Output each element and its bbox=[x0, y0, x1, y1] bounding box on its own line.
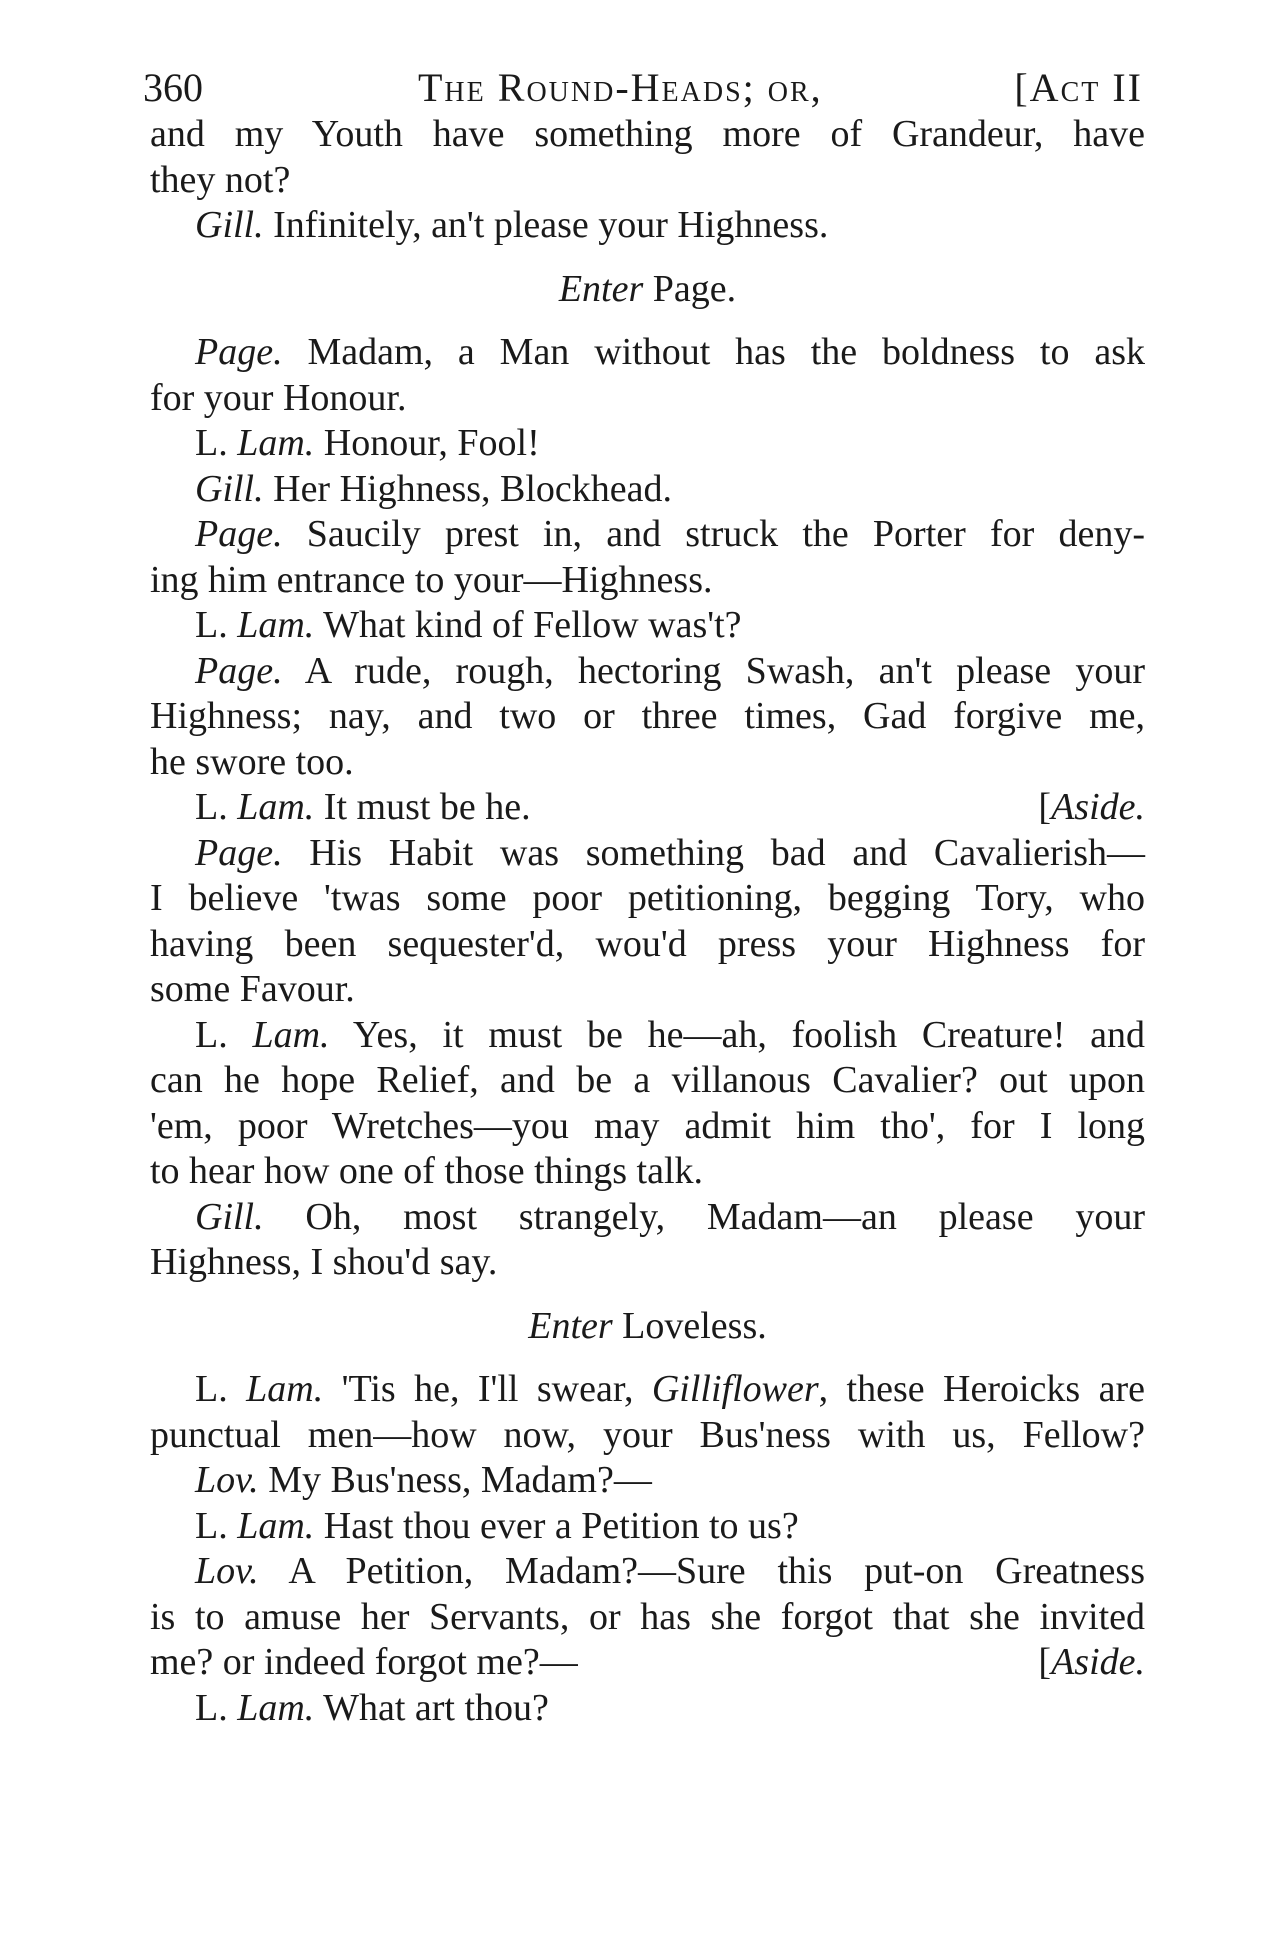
text-line: Highness, I shou'd say. bbox=[150, 1241, 498, 1283]
speech-line: Page. Saucily prest in, and struck the Porter for deny- bbox=[195, 513, 1145, 555]
stage-direction: Enter Loveless. bbox=[528, 1304, 767, 1347]
text-line bbox=[150, 1640, 1145, 1686]
speech-line: Page. His Habit was something bad and Cavalierish— bbox=[195, 831, 1145, 874]
speech-line: Page. Madam, a Man without has the boldness to ask bbox=[195, 331, 1145, 373]
page-number: 360 bbox=[143, 65, 203, 110]
running-title: The Round-Heads; or, bbox=[418, 65, 823, 110]
speech-line: Gill. Her Highness, Blockhead. bbox=[195, 467, 673, 510]
text-line: to hear how one of those things talk. bbox=[150, 1150, 704, 1192]
text-line: can he hope Relief, and be a villanous Cavalier? out upon bbox=[150, 1059, 1145, 1101]
text-line: for your Honour. bbox=[150, 376, 407, 419]
speech-line: L. Lam. 'Tis he, I'll swear, Gilliflower, these Heroicks are bbox=[195, 1368, 1145, 1410]
aside-direction: [Aside. bbox=[1038, 1641, 1145, 1683]
text-line: ing him entrance to your—Highness. bbox=[150, 558, 713, 601]
text-line: they not? bbox=[150, 158, 291, 201]
text-line: some Favour. bbox=[150, 968, 355, 1010]
speech-line: L. Lam. Honour, Fool! bbox=[195, 422, 540, 464]
text-line: Highness; nay, and two or three times, Gad forgive me, bbox=[150, 695, 1145, 737]
speech-text: me? or indeed forgot me?— bbox=[150, 1641, 578, 1683]
speech-text: L. Lam. It must be he. bbox=[195, 786, 531, 828]
speech-line: Page. A rude, rough, hectoring Swash, an't please your bbox=[195, 649, 1145, 692]
text-line: punctual men—how now, your Bus'ness with us, Fellow? bbox=[150, 1413, 1145, 1456]
text-line: 'em, poor Wretches—you may admit him tho', for I long bbox=[150, 1104, 1145, 1147]
speech-line: Gill. Oh, most strangely, Madam—an please your bbox=[195, 1195, 1145, 1238]
speech-line bbox=[150, 785, 1145, 831]
text-line: and my Youth have something more of Grandeur, have bbox=[150, 113, 1145, 155]
play-text bbox=[150, 112, 1145, 1731]
speech-line: L. Lam. What art thou? bbox=[195, 1686, 549, 1729]
running-header bbox=[143, 58, 1143, 118]
text-line: having been sequester'd, wou'd press your Highness for bbox=[150, 922, 1145, 965]
speech-line: L. Lam. Hast thou ever a Petition to us? bbox=[195, 1504, 799, 1547]
stage-direction: Enter Page. bbox=[558, 267, 737, 310]
speech-line: Lov. A Petition, Madam?—Sure this put-on Greatness bbox=[195, 1550, 1145, 1592]
act-marker: [Act II bbox=[1014, 65, 1143, 110]
text-line: I believe 'twas some poor petitioning, begging Tory, who bbox=[150, 877, 1145, 919]
speech-line: L. Lam. What kind of Fellow was't? bbox=[195, 604, 742, 646]
speech-line: L. Lam. Yes, it must be he—ah, foolish Creature! and bbox=[195, 1013, 1146, 1056]
aside-direction: [Aside. bbox=[1038, 786, 1145, 828]
speech-line: Lov. My Bus'ness, Madam?— bbox=[195, 1459, 652, 1501]
text-line: he swore too. bbox=[150, 740, 354, 783]
speech-line: Gill. Infinitely, an't please your Highness. bbox=[195, 204, 829, 246]
text-line: is to amuse her Servants, or has she forgot that she invited bbox=[150, 1595, 1145, 1638]
